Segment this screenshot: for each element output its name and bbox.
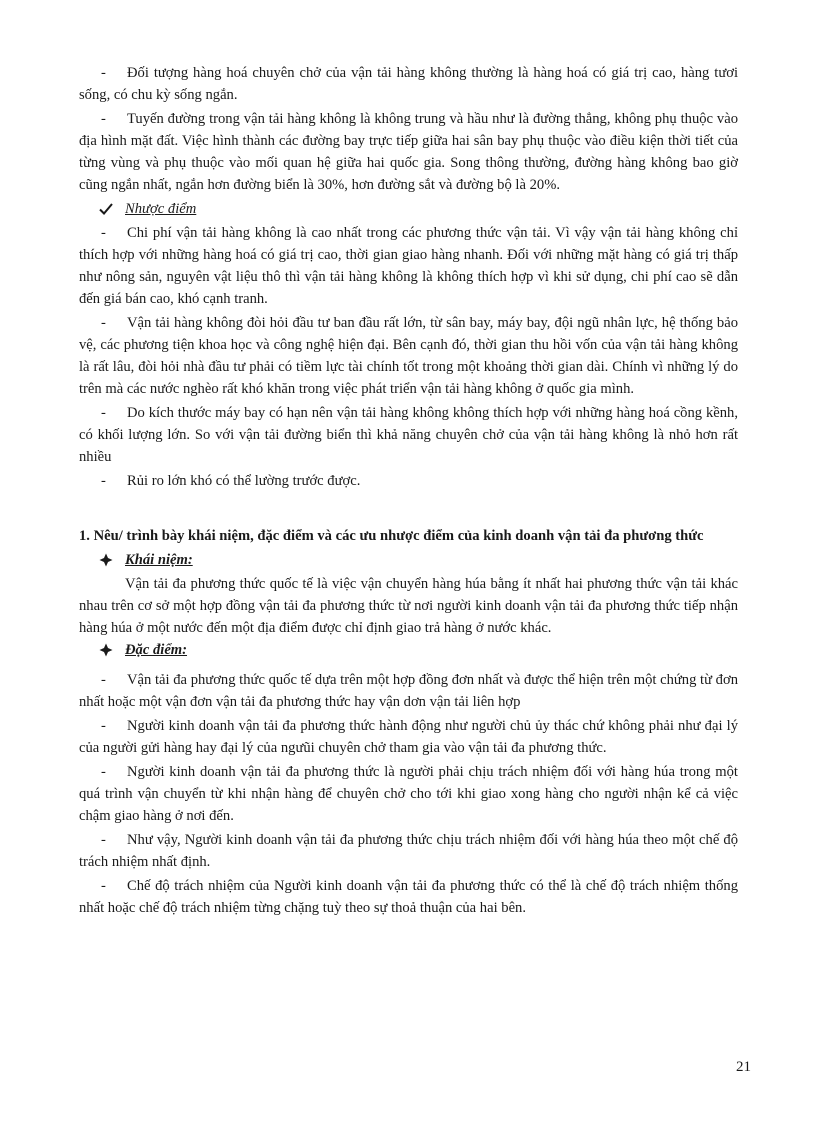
dash-marker: - bbox=[101, 65, 106, 81]
subheading-label: Đặc điểm: bbox=[125, 642, 188, 658]
subheading-label: Nhược điểm bbox=[125, 201, 197, 217]
section-heading: 1. Nêu/ trình bày khái niệm, đặc điểm và các ưu nhược điểm của kinh doanh vận tải đa phương thức bbox=[79, 528, 704, 544]
document-body bbox=[79, 62, 738, 921]
list-item: - Vận tải hàng không đòi hỏi đầu tư ban đầu rất lớn, từ sân bay, máy bay, đội ngũ nhân lực, hệ thống bảo vệ, các phương tiện khoa học và công nghệ hiện đại. Bên cạnh đó, thời gian thu hồi vốn của vận tải hàng không là rất lâu, đòi hỏi nhà đầu tư phải có tiềm lực tài chính tốt trong một khoảng thời gian dài. Chính vì những lý do trên mà các nước nghèo rất khó khăn trong việc phát triển vận tải hàng không ở quốc gia mình. bbox=[79, 312, 738, 400]
subheading-features bbox=[99, 639, 738, 661]
subheading-label: Khái niệm: bbox=[125, 552, 193, 568]
dash-marker: - bbox=[101, 764, 106, 780]
subheading-disadvantages bbox=[99, 198, 738, 220]
subheading-concept bbox=[99, 549, 738, 571]
dash-marker: - bbox=[101, 718, 106, 734]
list-item: - Vận tải đa phương thức quốc tế dựa trên một hợp đồng đơn nhất và được thể hiện trên một chứng từ đơn nhất hoặc một vận đơn vận tải đa phương thức hay vận dơn vận tải liên hợp bbox=[79, 669, 738, 713]
list-item: - Người kinh doanh vận tải đa phương thức là người phải chịu trách nhiệm đối với hàng húa trong một quá trình vận chuyển từ khi nhận hàng để chuyên chở cho tới khi giao xong hàng cho người nhận kể cả việc chậm giao hàng ở nơi đến. bbox=[79, 761, 738, 827]
list-item: - Chi phí vận tải hàng không là cao nhất trong các phương thức vận tải. Vì vậy vận tải hàng không chỉ thích hợp với những hàng hoá có giá trị cao, thời gian giao hàng nhanh. Đối với những mặt hàng có giá trị thấp như nông sản, nguyên vật liệu thô thì vận tải hàng không là không thích hợp vì khi sử dụng, chi phí cao sẽ dẫn đến giá bán cao, khó cạnh tranh. bbox=[79, 222, 738, 310]
list-item: - Người kinh doanh vận tải đa phương thức hành động như người chủ ủy thác chứ không phải như đại lý của người gửi hàng hay đại lý của ngưũi chuyên chở tham gia vào vận tải đa phương thức. bbox=[79, 715, 738, 759]
item-list-c bbox=[79, 669, 738, 919]
item-list-a bbox=[79, 62, 738, 196]
list-item: - Rủi ro lớn khó có thể lường trước được. bbox=[79, 470, 738, 492]
list-item: - Do kích thước máy bay có hạn nên vận tải hàng không không thích hợp với những hàng hoá cồng kềnh, có khối lượng lớn. So với vận tải đường biển thì khả năng chuyên chở của vận tải hàng không là nhỏ hơn rất nhiều bbox=[79, 402, 738, 468]
list-item: - Tuyến đường trong vận tải hàng không là không trung và hầu như là đường thẳng, không phụ thuộc vào địa hình mặt đất. Việc hình thành các đường bay trực tiếp giữa hai sân bay phụ thuộc vào điều kiện thời tiết của từng vùng và phụ thuộc vào mối quan hệ giữa hai quốc gia. Song thông thường, đường hàng không bao giờ cũng ngắn nhất, ngắn hơn đường biển là 30%, hơn đường sắt và đường bộ là 20%. bbox=[79, 108, 738, 196]
checkmark-icon bbox=[99, 203, 125, 215]
dash-marker: - bbox=[101, 473, 106, 489]
list-item: - Như vậy, Người kinh doanh vận tải đa phương thức chịu trách nhiệm đối với hàng húa theo một chế độ trách nhiệm nhất định. bbox=[79, 829, 738, 873]
dash-marker: - bbox=[101, 315, 106, 331]
dash-marker: - bbox=[101, 878, 106, 894]
list-item: - Chế độ trách nhiệm của Người kinh doanh vận tải đa phương thức có thể là chế độ trách nhiệm thống nhất hoặc chế độ trách nhiệm từng chặng tuỳ theo sự thoả thuận của hai bên. bbox=[79, 875, 738, 919]
dash-marker: - bbox=[101, 832, 106, 848]
diamond-bullet-icon bbox=[99, 643, 125, 657]
list-item: - Đối tượng hàng hoá chuyên chở của vận tải hàng không thường là hàng hoá có giá trị cao, hàng tươi sống, có chu kỳ sống ngắn. bbox=[79, 62, 738, 106]
concept-paragraph: Vận tải đa phương thức quốc tế là việc vận chuyển hàng húa bằng ít nhất hai phương thức vận tải khác nhau trên cơ sở một hợp đồng vận tải đa phương thức từ nơi người kinh doanh vận tải đa phương thức tiếp nhận hàng húa ở một nước đến một địa điểm được chỉ định giao trả hàng ở nước khác. bbox=[79, 576, 738, 636]
dash-marker: - bbox=[101, 111, 106, 127]
dash-marker: - bbox=[101, 225, 106, 241]
dash-marker: - bbox=[101, 405, 106, 421]
dash-marker: - bbox=[101, 672, 106, 688]
page-number: 21 bbox=[736, 1059, 751, 1075]
item-list-b bbox=[79, 222, 738, 492]
diamond-bullet-icon bbox=[99, 553, 125, 567]
